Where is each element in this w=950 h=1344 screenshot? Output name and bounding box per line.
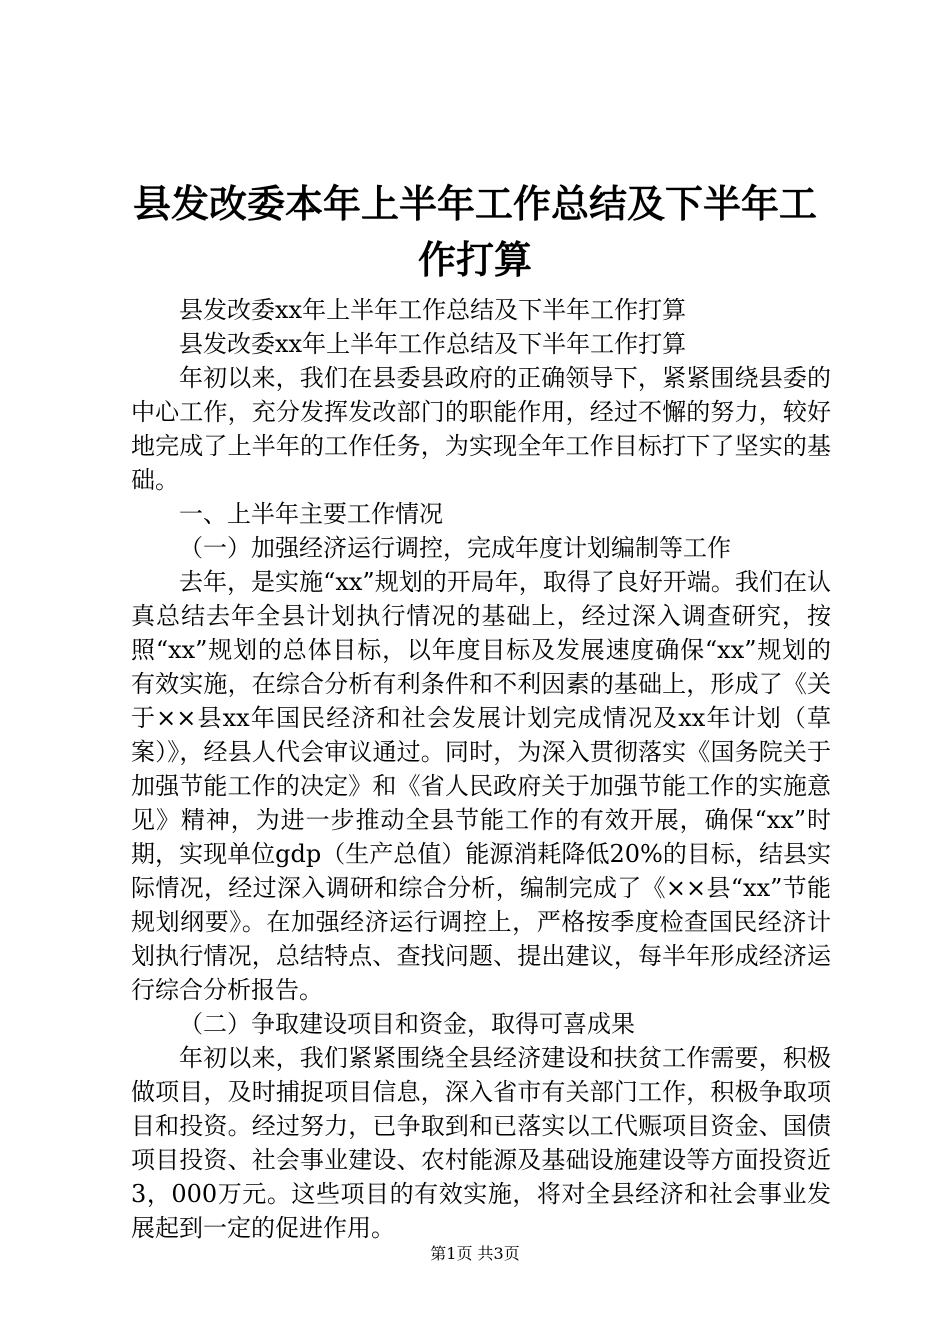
body-paragraph: 去年，是实施“xx”规划的开局年，取得了良好开端。我们在认真总结去年全县计划执行情况的基础上，经过深入调查研究，按照“xx”规划的总体目标，以年度目标及发展速度确保“xx”规划的有效实施，在综合分析有利条件和不利因素的基础上，形成了《关于××县xx年国民经济和社会发展计划完成情况及xx年计划（草案）》，经县人代会审议通过。同时，为深入贯彻落实《国务院关于加强节能工作的决定》和《省人民政府关于加强节能工作的实施意见》精神，为进一步推动全县节能工作的有效开展，确保“xx”时期，实现单位gdp（生产总值）能源消耗降低20%的目标，结县实际情况，经过深入调研和综合分析，编制完成了《××县“xx”节能规划纲要》。在加强经济运行调控上，严格按季度检查国民经济计划执行情况，总结特点、查找问题、提出建议，每半年形成经济运行综合分析报告。 <box>131 568 831 1004</box>
subtitle-line: 县发改委xx年上半年工作总结及下半年工作打算 <box>179 330 687 358</box>
body-paragraph: 年初以来，我们紧紧围绕全县经济建设和扶贫工作需要，积极做项目，及时捕捉项目信息，深入省市有关部门工作，积极争取项目和投资。经过努力，已争取到和已落实以工代赈项目资金、国债项目投资、社会事业建设、农村能源及基础设施建设等方面投资近3，000万元。这些项目的有效实施，将对全县经济和社会事业发展起到一定的促进作用。 <box>131 1044 831 1242</box>
body-paragraph: 年初以来，我们在县委县政府的正确领导下，紧紧围绕县委的中心工作，充分发挥发改部门的职能作用，经过不懈的努力，较好地完成了上半年的工作任务，为实现全年工作目标打下了坚实的基础。 <box>131 364 831 494</box>
page-footer: 第1页 共3页 <box>430 1244 520 1263</box>
subsection-heading: （一）加强经济运行调控，完成年度计划编制等工作 <box>179 534 731 562</box>
subsection-heading: （二）争取建设项目和资金，取得可喜成果 <box>179 1010 635 1038</box>
document-body <box>131 293 831 1245</box>
subtitle-line: 县发改委xx年上半年工作总结及下半年工作打算 <box>179 296 687 324</box>
document-title: 县发改委本年上半年工作总结及下半年工作打算 <box>132 182 817 282</box>
section-heading: 一、上半年主要工作情况 <box>179 500 443 528</box>
